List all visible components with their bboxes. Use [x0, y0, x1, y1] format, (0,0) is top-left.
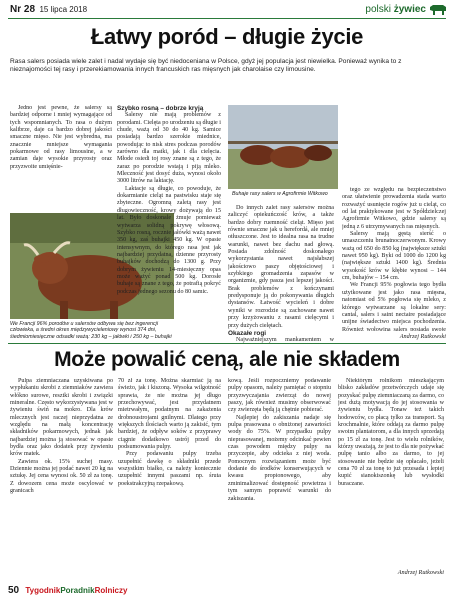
article1-column-3	[228, 205, 334, 343]
article1-column-1	[10, 105, 112, 212]
paragraph: Jedno jest pewne, że salersy są bardziej odporne i mniej wymagające od tych wspomnianych. To rasa o dużym kalibrze, daje ca bardzo dobrej jakości smaczne mięso. Nie jest wybredna, ma znacznie mniejsze wymagania pokarmowe od rasy limousine, a w zamian daje wysokie przyrosty oraz przyzwoite umięśnie-	[10, 105, 112, 170]
article2-column-1	[10, 378, 113, 578]
page-number: 50	[8, 585, 20, 596]
article2-column-2	[118, 378, 221, 578]
paragraph: Przy podawaniu pulpy trzeba uzupełnić dawkę o składniki przede wszystkim białko, ca należy koniecznie uzupełnić innymi paszami np. śruta poekstrakcyjną rzepakową.	[118, 451, 221, 487]
author-signature: Andrzej Rutkowski	[397, 569, 444, 576]
paragraph: Najlepiej do zakiszania nadaje się pulpa prasowana o obniżonej zawartości wody do 75%. W przypadku pulpy nieprasowanej, możemy odcinkać pewien czas powodem między pulpy na przyczepie, aby odcieka z niej woda. Pomocnym rozwiązaniem może być dodanie do środków konserwujących w kwasu propionowego, aby zminimalizować dostępność powietrza i tym samym poprawić warunki do zakiszania.	[228, 414, 331, 502]
issue-info	[10, 4, 87, 15]
issue-number: Nr 28	[10, 4, 36, 15]
paragraph: We Francji 95% pogłowia tego bydła użytkowane jest jako rasa mięsna, natomiast od 5% pogłowia się mleko, z którego wytwarzane są lokalne sery: cantal, salers i saint nectaire posiadające unijne świadectwo miejsca pochodzenia. Również wołowina salers posiada swoje	[342, 282, 446, 331]
subheading: Szybko rosną – dobrze kryją	[117, 105, 204, 112]
paragraph: Laktacje są długie, co powoduje, że dokarmianie cieląt na pastwisku staje się zbyteczne. Ogromną zaletą rasy jest długowieczność, krowy dożywają do 15 lat. Było doskonale żmuje pomieważ wytwarza solidną pokrywę włosową. Szybko rosną, rocznie jałówki ważą nawet 350 kg, zaś buhajki 450 kg. W opasie intensywnym, do którego rasa jest jak najbardziej przydatna, dzienne przyrosty buhajków dochodzą do 1300 g. Przy dobrym żywieniu 14-miesięczny opas może ważyć ponad 500 kg. Dorosłe buhaje są znane z tego, że potrafią pokryć podczas jednego sezonu do 80 samic.	[117, 185, 221, 295]
article1-column-4	[342, 187, 446, 331]
article2-column-4	[338, 378, 444, 568]
article-lead: Rasa salers posiada wiele zalet i nadal wydaje się być niedoceniana w Polsce, gdyż jej populacja jest niewielka. Ponieważ wynika to z nieznajomości tej rasy i przerekiamowania innych francuskich ras mięsnych jak charolaise czy limousine.	[10, 58, 402, 74]
footer-brand-poradnik: Poradnik	[60, 586, 95, 595]
article1-column-2	[117, 105, 221, 315]
author-signature: Andrzej Rutkowski	[399, 333, 446, 340]
paragraph: Zawiera ok. 15% suchej masy. Dziennie można jej podać nawet 20 kg na sztukę. Jej cena wynosi ok. 50 zł za tonę. Z dowozem cena może oscylować w granicach	[10, 458, 113, 495]
photo-caption: Buhaje rasy salers w Agrofirmie Witkowo	[232, 191, 328, 197]
paragraph: Salersy mają gęstą sierść o umaszczeniu brunatnoczerwonym. Krowy ważą od 650 do 850 kg (największe sztuki nawet 950 kg). Byki od 1000 do 1200 kg (największe sztuki 1400 kg). Średnia wysokość krów w kłębie wynosi – 144 cm, buhajów – 154 cm.	[342, 231, 446, 282]
section-brand-b: żywiec	[393, 4, 426, 15]
photo-caption: We Francji 96% porodów u salersów odbywa się bez ingerencji człowieka, a średni okres międzywycieleniowy wynosi 374 dni, śiedmiomiesięczne odsadki ważą: 230 kg – jałówki i 250 kg – buhajki	[10, 321, 172, 340]
paragraph: tego ze względu na bezpieczeństwo oraz ułatwienie prowadzenia stada warto rozważyć usunięcie rogów już u cieląt, co od lat praktykowane jest w Spółdzielczej Agrofirmie Witkowo, gdzie salersy są jedną z 6 utrzymywanych ras mięsnych.	[342, 187, 446, 230]
bulls-photo	[228, 105, 338, 189]
issue-date: 15 lipca 2018	[39, 5, 88, 14]
header-rule	[8, 18, 446, 19]
subheading: Okazałe rogi	[228, 329, 267, 337]
paragraph: Do innych zalet rasy salersów można zaliczyć opiekuńczość krów, a także bardzo dobry ruemność cieląt. Mięso jest równie smaczne jak u herefordá, ale mniej otłuszczone. Jest to idealna rasa na trudne warunki, nawet bez dachu nad głową. Posiada zdolność doskonałego wykorzystania nawet najsłabszej jakościowo paszy objętościowej i szybkiego gromadzenia zapasów w organizmie, gdy pasza jest lepszej jakości. Brak problemów z kończynami predysponuje ją do pokonywania długich dystansów. Łatwość wycieleń i dobre wyniki w rozrodzie są zachowane nawet przy krzyżowaniu z rasami cielęcymi i przy dużych cielętach.	[228, 205, 334, 329]
article2-column-3	[228, 378, 331, 578]
page-header	[0, 0, 454, 18]
section-brand-a: polski	[365, 4, 391, 15]
footer-brand-rolniczy: Rolniczy	[94, 586, 128, 595]
cow-icon	[428, 2, 448, 16]
paragraph: Pulpa ziemniaczana uzyskiwana po wypłukaniu skrobi z ziemniaków zawiera włókno surowe, resztki skrobi i związki mineralne. Często wykorzystywana jest w żywieniu świń na mokro. Dla krów mlecznych jest raczej nieprzydatna ze względu na małą koncentrację składników pokarmowych, jednak jak najbardziej można ją stosować w opasie bydła oraz jako dodatek przy żywieniu krów matek.	[10, 378, 113, 458]
article-title: Może powalić ceną, ale nie składem	[54, 348, 400, 371]
page-footer	[8, 585, 127, 596]
paragraph: Salersy nie mają problemów z porodami. Cielęta po urodzeniu są długie i chude, ważą od 30 do 40 kg. Samice posiadają bardzo szerokie miednice, powodując to nisk stres podczas porodów zarówno dla matki, jak i dla cielęcia. Młode osiedi toj rosy znane są z tego, że zaraz po porodzie wstają i piją mleko. Mleczność jest dosyć duża, wynosi około 3000 litrów na laktację.	[117, 112, 221, 185]
paragraph: Niektórym rolnikom mieszkającym blisko zakładów przetwórczych udaje się pozyskać pulpę ziemniaczaną za darmo, co jest dużą motywacją do jej stosowania w żywieniu bydła. Tonaw też takich hodowców, co płacą tylko za transport. Są krochmalnie, które oddają za darmo pulpę swoim plantatorom, a dla innych sprzedają po 15 zł za tonę. Jest to wielu rolników, którzy uważają, że jest to dla nie pożywkać pulpę tanio albo za darmo, to jej stosowanie nie będzie się opłacało, jeżeli cena 70 zł za tonę to już przesada i lepiej kupić sianokiszonkę lub wysłodki buraczane.	[338, 378, 444, 487]
article-title: Łatwy poród – długie życie	[90, 24, 364, 49]
paragraph: 70 zł za tonę. Można skarmiać ją na świeżo, jak i kiszoną. Wysoka wilgotność sprawia, że nie można jej długo przechowywać, jest przydatnem mietrwałym, podatnym na zakażenia drobnoustrojami gnilnymi. Dlatego przy większych ilościach warto ją zakisić, tym bardziej, że odpływ soków z przyprawy ciągnie dodatkowo ustrój przed do podsumowania pulpy.	[118, 378, 221, 451]
article-divider	[8, 343, 446, 344]
section-brand	[365, 4, 426, 15]
paragraph: Najważniejszym mankamentem w	[236, 337, 334, 343]
footer-brand-tygodnik: Tygodnik	[25, 586, 61, 595]
paragraph: kową. Jeśli rozpoczniemy podawanie pulpy opasom, należy pamiętać o stopniu przyzwyczajania zwierząt do nowej paszy, jak również musimy obserwować czy zwierzęta będą ją chętnie pobierać.	[228, 378, 331, 414]
